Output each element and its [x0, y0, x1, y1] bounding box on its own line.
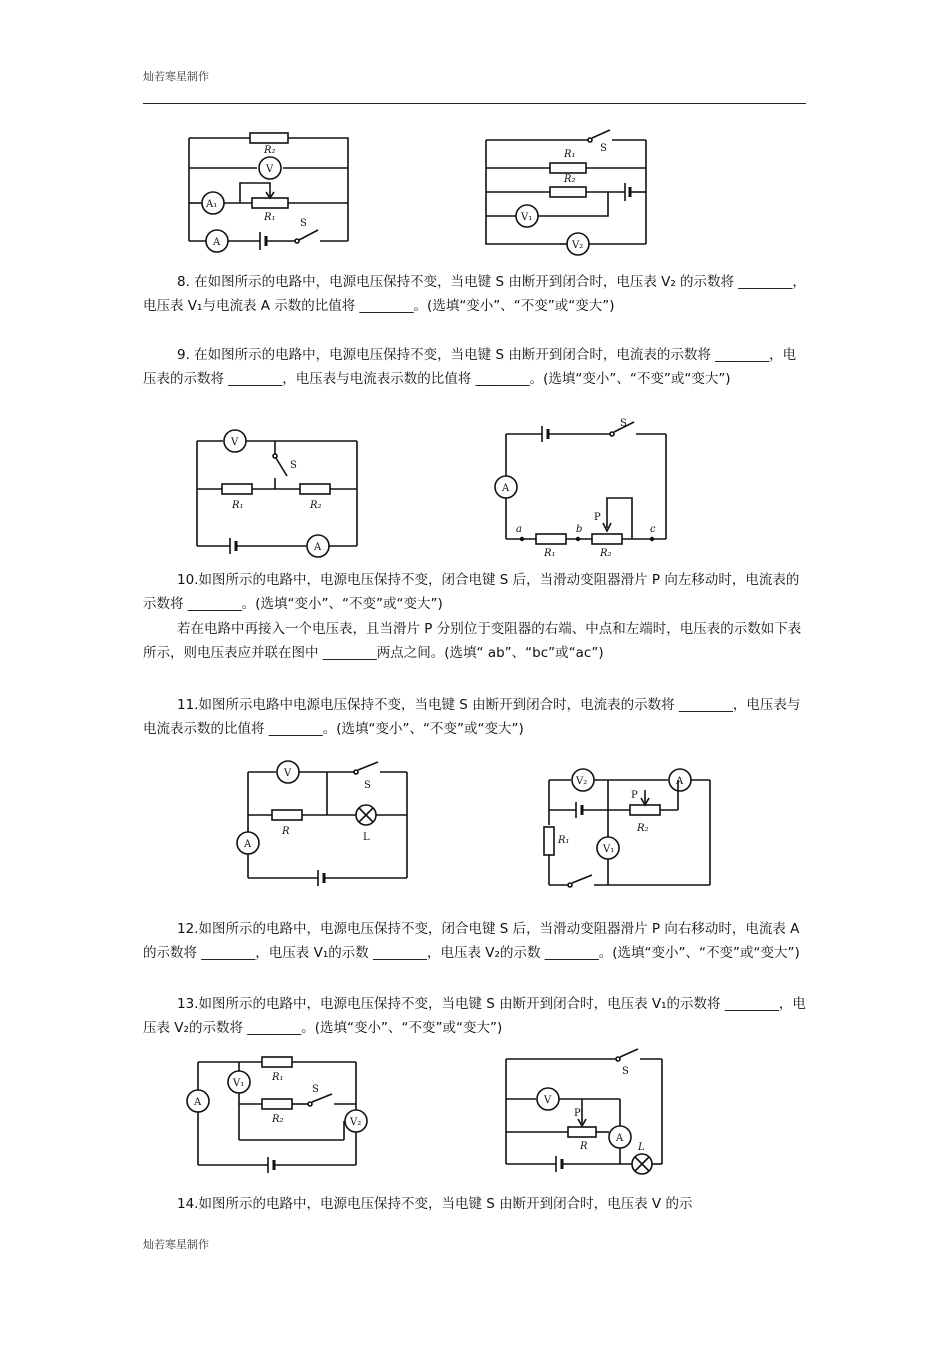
svg-text:V: V — [544, 1095, 552, 1106]
circuit-diagram-1 — [180, 128, 360, 258]
svg-text:V: V — [266, 164, 274, 175]
svg-text:S: S — [620, 418, 627, 429]
svg-text:R₁: R₁ — [564, 149, 576, 160]
svg-text:R₁: R₁ — [544, 548, 556, 559]
svg-text:R₂: R₂ — [272, 1114, 284, 1125]
svg-text:S: S — [364, 780, 371, 791]
svg-text:P: P — [574, 1108, 581, 1119]
svg-text:R₂: R₂ — [264, 145, 276, 156]
question-10a: 10.如图所示的电路中，电源电压保持不变，闭合电键 S 后，当滑动变阻器滑片 P 向左移动时，电流表的示数将 ________。(选填“变小”、“不变”或“变大”) — [143, 572, 800, 612]
svg-text:A: A — [676, 776, 684, 787]
circuit-diagram-3 — [192, 426, 362, 558]
svg-text:V₂: V₂ — [572, 240, 584, 251]
svg-text:A: A — [213, 237, 221, 248]
svg-text:V₂: V₂ — [576, 776, 588, 787]
page-header: 灿若寒星制作 — [143, 70, 209, 83]
question-9: 9. 在如图所示的电路中，电源电压保持不变，当电键 S 由断开到闭合时，电流表的示数将 ________，电压表的示数将 ________，电压表与电流表示数的比值将 ________。(选填“变小”、“不变”或“变大”) — [143, 347, 797, 387]
svg-text:R₂: R₂ — [310, 500, 322, 511]
svg-text:R₂: R₂ — [637, 823, 649, 834]
svg-text:c: c — [650, 524, 656, 535]
svg-text:S: S — [622, 1066, 629, 1077]
svg-text:R: R — [580, 1141, 588, 1152]
svg-text:A: A — [314, 542, 322, 553]
svg-text:R₁: R₁ — [232, 500, 244, 511]
circuit-diagram-2 — [480, 126, 660, 256]
question-12: 12.如图所示的电路中，电源电压保持不变，闭合电键 S 后，当滑动变阻器滑片 P 向右移动时，电流表 A 的示数将 ________，电压表 V₁的示数 ________，电压表 V₂的示数 ________。(选填“变小”、“不变”或“变大”) — [143, 921, 800, 961]
svg-text:L: L — [363, 832, 370, 843]
svg-text:R: R — [282, 826, 290, 837]
svg-text:V: V — [231, 437, 239, 448]
svg-text:P: P — [594, 512, 601, 523]
circuit-diagram-5 — [232, 760, 412, 890]
question-10b: 若在电路中再接入一个电压表，且当滑片 P 分别位于变阻器的右端、中点和左端时，电压表的示数如下表所示，则电压表应并联在图中 ________两点之间。(选填“ ab”、“bc”或“ac”) — [143, 621, 802, 661]
svg-text:V₁: V₁ — [233, 1078, 245, 1089]
svg-text:S: S — [290, 460, 297, 471]
svg-text:R₂: R₂ — [564, 174, 576, 185]
svg-text:V₁: V₁ — [521, 212, 533, 223]
svg-text:S: S — [312, 1084, 319, 1095]
svg-text:V: V — [284, 768, 292, 779]
svg-text:A: A — [244, 839, 252, 850]
svg-text:V₂: V₂ — [350, 1117, 362, 1128]
svg-text:A: A — [502, 483, 510, 494]
svg-text:R₂: R₂ — [600, 548, 612, 559]
svg-text:A: A — [194, 1097, 202, 1108]
question-11: 11.如图所示电路中电源电压保持不变，当电键 S 由断开到闭合时，电流表的示数将 ________，电压表与电流表示数的比值将 ________。(选填“变小”、“不变”或“变大”) — [143, 697, 801, 737]
page-footer: 灿若寒星制作 — [143, 1238, 209, 1251]
svg-text:R₁: R₁ — [264, 212, 276, 223]
svg-text:A₁: A₁ — [206, 199, 218, 210]
svg-text:b: b — [576, 524, 583, 535]
svg-text:S: S — [300, 218, 307, 229]
svg-text:A: A — [616, 1133, 624, 1144]
circuit-diagram-7 — [184, 1052, 374, 1172]
question-14: 14.如图所示的电路中，电源电压保持不变，当电键 S 由断开到闭合时，电压表 V 的示 — [177, 1196, 693, 1212]
svg-text:S: S — [600, 143, 607, 154]
header-rule — [143, 103, 806, 104]
question-8: 8. 在如图所示的电路中，电源电压保持不变，当电键 S 由断开到闭合时，电压表 V₂ 的示数将 ________，电压表 V₁与电流表 A 示数的比值将 ________。(选填“变小”、“不变”或“变大”) — [143, 274, 806, 314]
circuit-diagram-6 — [538, 765, 718, 893]
svg-text:a: a — [516, 524, 522, 535]
svg-text:R₁: R₁ — [272, 1072, 284, 1083]
svg-text:L: L — [638, 1142, 645, 1153]
svg-text:P: P — [631, 790, 638, 801]
svg-text:R₁: R₁ — [558, 835, 570, 846]
svg-text:V₁: V₁ — [603, 844, 615, 855]
circuit-diagram-4 — [492, 418, 672, 563]
circuit-diagram-8 — [498, 1052, 678, 1180]
question-13: 13.如图所示的电路中，电源电压保持不变，当电键 S 由断开到闭合时，电压表 V₁的示数将 ________，电压表 V₂的示数将 ________。(选填“变小”、“不变”或“变大”) — [143, 996, 806, 1036]
